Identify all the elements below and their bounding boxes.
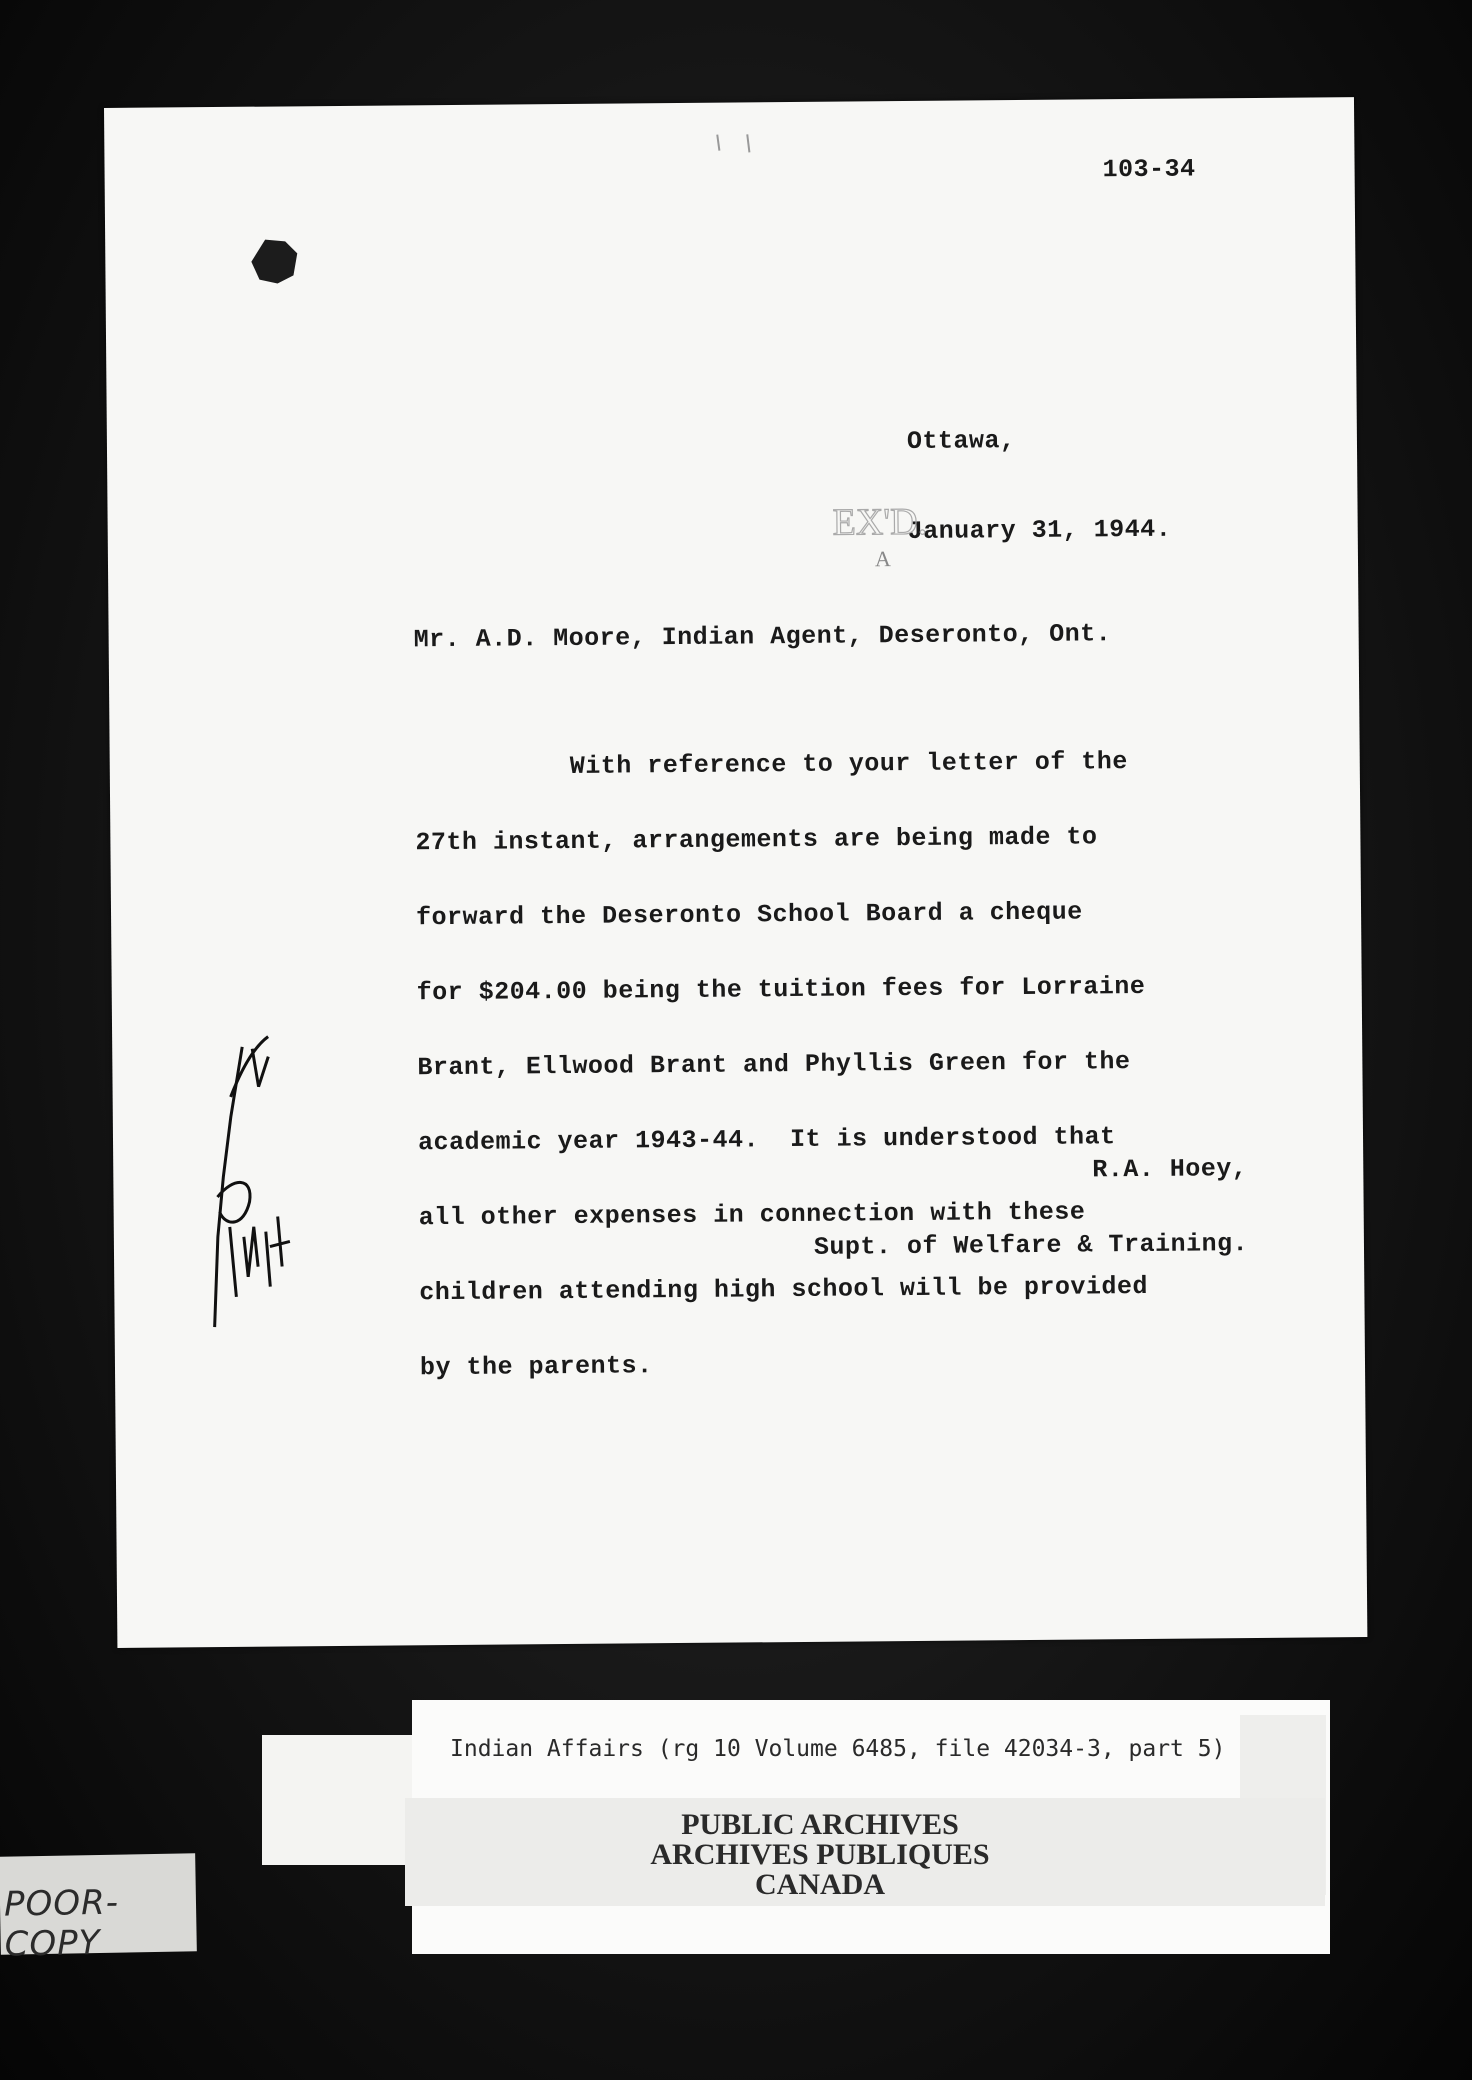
letter-date: January 31, 1944. [907, 514, 1172, 547]
punch-marks [707, 130, 767, 161]
signature-name: R.A. Hoey, [1092, 1154, 1248, 1185]
exd-stamp-text: EX'D. [832, 500, 928, 544]
body-line: Brant, Ellwood Brant and Phyllis Green for the [417, 1047, 1131, 1083]
signature-block [813, 1106, 1249, 1310]
letter-page [104, 97, 1367, 1648]
ink-blot [245, 231, 306, 292]
exd-stamp [822, 496, 953, 577]
letter-body [414, 699, 1149, 1430]
archive-reference: Indian Affairs (rg 10 Volume 6485, file 42034-3, part 5) [450, 1736, 1226, 1762]
body-line: for $204.00 being the tuition fees for Lorraine [416, 971, 1146, 1008]
body-line: academic year 1943-44. It is understood that [417, 1122, 1116, 1158]
body-line: forward the Deseronto School Board a cheque [415, 897, 1083, 933]
poor-copy-label [0, 1853, 197, 1965]
archive-stamp-line-1: PUBLIC ARCHIVES [681, 1808, 959, 1841]
exd-stamp-initial: A [874, 546, 891, 572]
label-card-left [262, 1735, 412, 1865]
body-line: all other expenses in connection with these [418, 1197, 1086, 1233]
archive-stamp-line-3: CANADA [755, 1868, 885, 1901]
file-number: 103-34 [1102, 154, 1196, 185]
body-line: With reference to your letter of the [414, 747, 1128, 783]
body-line: 27th instant, arrangements are being made to [415, 822, 1098, 858]
body-line: children attending high school will be provided [419, 1271, 1149, 1308]
signature-title: Supt. of Welfare & Training. [813, 1229, 1249, 1262]
poor-copy-text: POOR-COPY [3, 1882, 120, 1965]
archive-stamp [560, 1810, 1080, 1900]
archive-stamp-line-2: ARCHIVES PUBLIQUES [650, 1838, 990, 1871]
letter-place: Ottawa, [906, 426, 1016, 457]
addressee: Mr. A.D. Moore, Indian Agent, Deseronto, Ont. [413, 619, 1112, 655]
handwritten-initials [172, 1026, 325, 1347]
body-line: by the parents. [419, 1351, 653, 1383]
